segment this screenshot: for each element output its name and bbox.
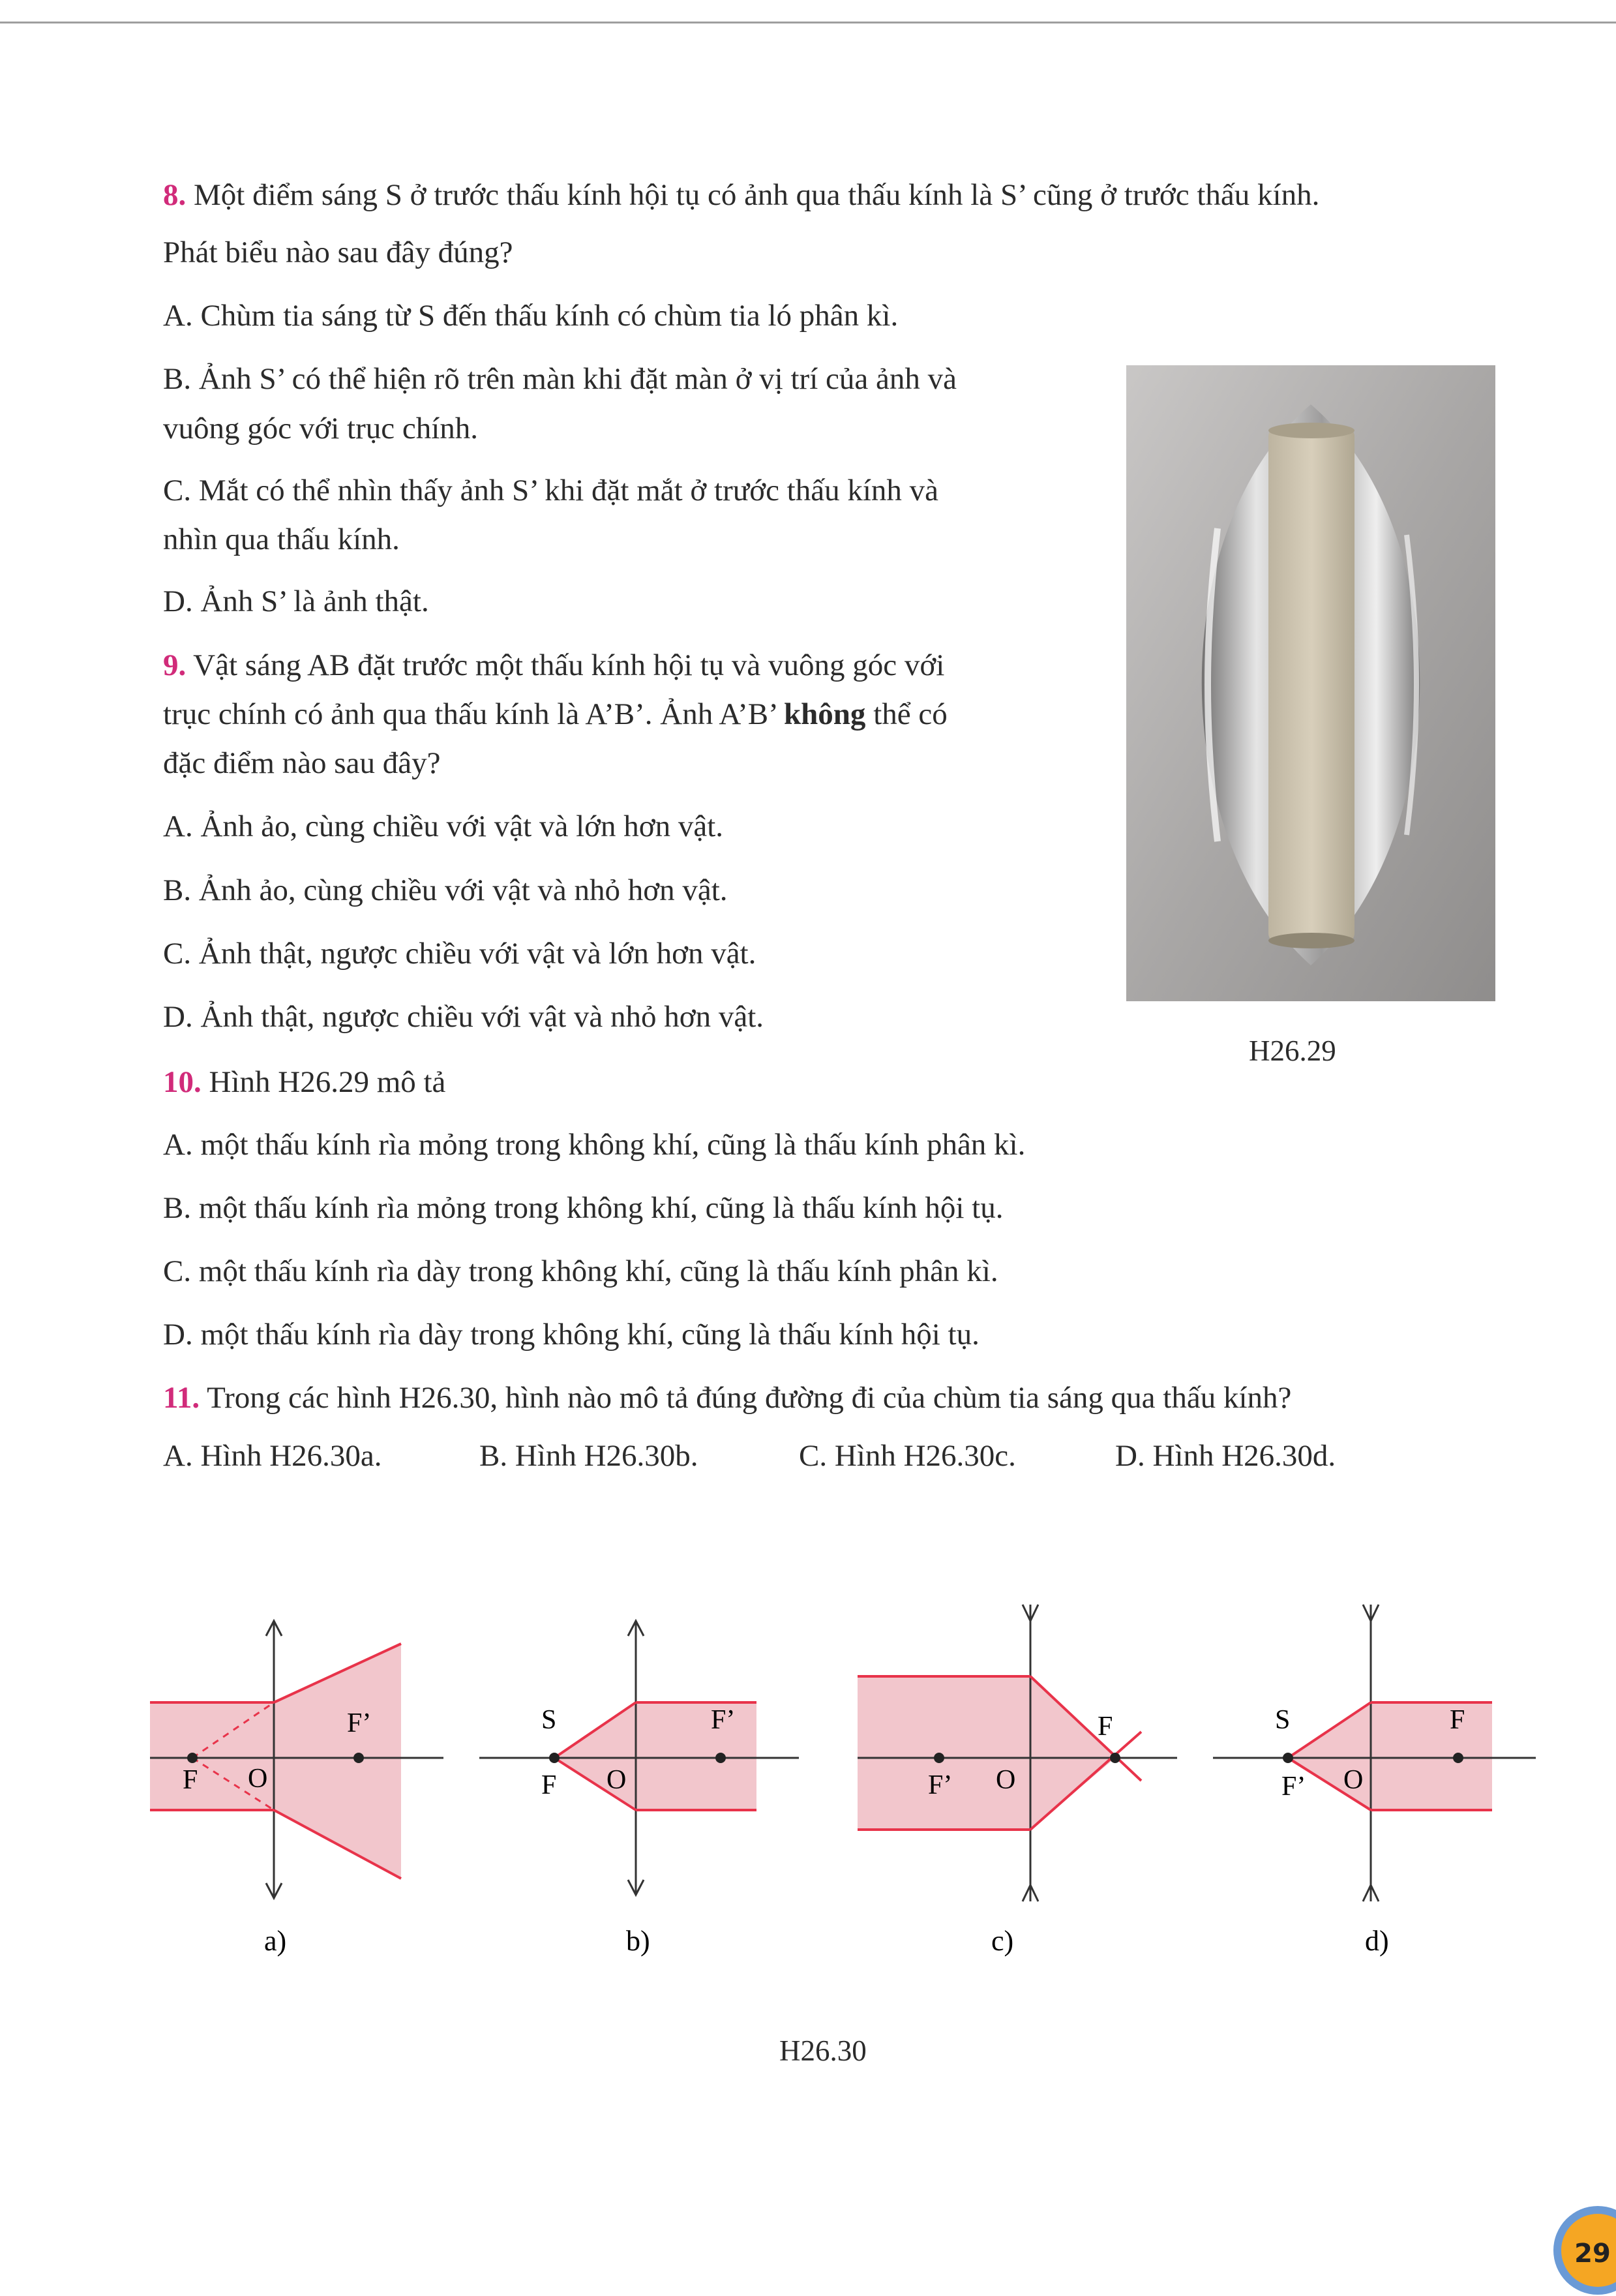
page-number: 29 [1574,2239,1611,2269]
q9-line3: đặc điểm nào sau đây? [163,746,441,780]
fig-d-label-f: F [1450,1705,1465,1735]
q11-line1: 11. Trong các hình H26.30, hình nào mô tả đúng đường đi của chùm tia sáng qua thấu kính? [163,1381,1292,1415]
figures-caption: H26.30 [779,2034,867,2067]
q8-option-c-line2: nhìn qua thấu kính. [163,522,400,556]
fig-a-caption: a) [264,1925,287,1957]
fig-d-caption: d) [1365,1925,1389,1957]
q10-line1: 10. Hình H26.29 mô tả [163,1065,446,1099]
q8-option-c-line1: C. Mắt có thể nhìn thấy ảnh S’ khi đặt mắt ở trước thấu kính và [163,474,939,507]
q8-line2: Phát biểu nào sau đây đúng? [163,235,513,269]
lens-photo [1126,365,1495,1001]
fig-d-label-o: O [1343,1765,1364,1795]
page-number-badge [1552,2205,1616,2296]
q9-option-b: B. Ảnh ảo, cùng chiều với vật và nhỏ hơn vật. [163,873,728,907]
q8-option-b-line1: B. Ảnh S’ có thể hiện rõ trên màn khi đặt màn ở vị trí của ảnh và [163,362,957,396]
q10-option-a: A. một thấu kính rìa mỏng trong không khí, cũng là thấu kính phân kì. [163,1128,1026,1162]
q11-option-a: A. Hình H26.30a. [163,1439,382,1473]
fig-a-label-o: O [248,1764,268,1794]
fig-b-caption: b) [626,1925,650,1957]
fig-c-caption: c) [991,1925,1014,1957]
q8-option-d: D. Ảnh S’ là ảnh thật. [163,584,429,618]
fig-c-label-f: F [1098,1712,1113,1742]
figure-b-converging-lens [479,1585,805,1963]
figure-a-diverging-lens [150,1585,450,1963]
q11-option-d: D. Hình H26.30d. [1115,1439,1336,1473]
q9-line1: 9. Vật sáng AB đặt trước một thấu kính hội tụ và vuông góc với [163,648,945,682]
q11-option-b: B. Hình H26.30b. [479,1439,698,1473]
fig-b-label-f: F [541,1770,557,1800]
fig-b-label-o: O [606,1765,627,1795]
q10-option-b: B. một thấu kính rìa mỏng trong không khí, cũng là thấu kính hội tụ. [163,1191,1004,1225]
fig-b-label-f-prime: F’ [711,1705,736,1735]
q10-option-c: C. một thấu kính rìa dày trong không khí, cũng là thấu kính phân kì. [163,1254,998,1288]
q9-line2: trục chính có ảnh qua thấu kính là A’B’. Ảnh A’B’ không thể có [163,697,948,731]
figure-c-diverging-lens [851,1585,1177,1963]
fig-c-label-f-prime: F’ [928,1770,953,1800]
q9-option-d: D. Ảnh thật, ngược chiều với vật và nhỏ hơn vật. [163,1000,764,1034]
q8-option-b-line2: vuông góc với trục chính. [163,412,479,446]
q11-option-c: C. Hình H26.30c. [799,1439,1016,1473]
fig-d-label-s: S [1275,1705,1291,1735]
fig-a-label-f-prime: F’ [347,1708,372,1738]
fig-b-label-s: S [541,1705,557,1735]
q10-option-d: D. một thấu kính rìa dày trong không khí, cũng là thấu kính hội tụ. [163,1318,980,1352]
photo-caption: H26.29 [1249,1035,1336,1067]
figure-d-diverging-lens [1213,1585,1539,1963]
fig-a-label-f: F [183,1765,198,1795]
fig-d-label-f-prime: F’ [1281,1772,1306,1802]
q8-line1: 8. Một điểm sáng S ở trước thấu kính hội tụ có ảnh qua thấu kính là S’ cũng ở trước thấu kính. [163,178,1320,212]
top-rule [0,22,1616,23]
q9-option-a: A. Ảnh ảo, cùng chiều với vật và lớn hơn vật. [163,809,724,843]
q9-option-c: C. Ảnh thật, ngược chiều với vật và lớn hơn vật. [163,937,756,971]
fig-c-label-o: O [996,1765,1016,1795]
q8-option-a: A. Chùm tia sáng từ S đến thấu kính có chùm tia ló phân kì. [163,299,899,333]
